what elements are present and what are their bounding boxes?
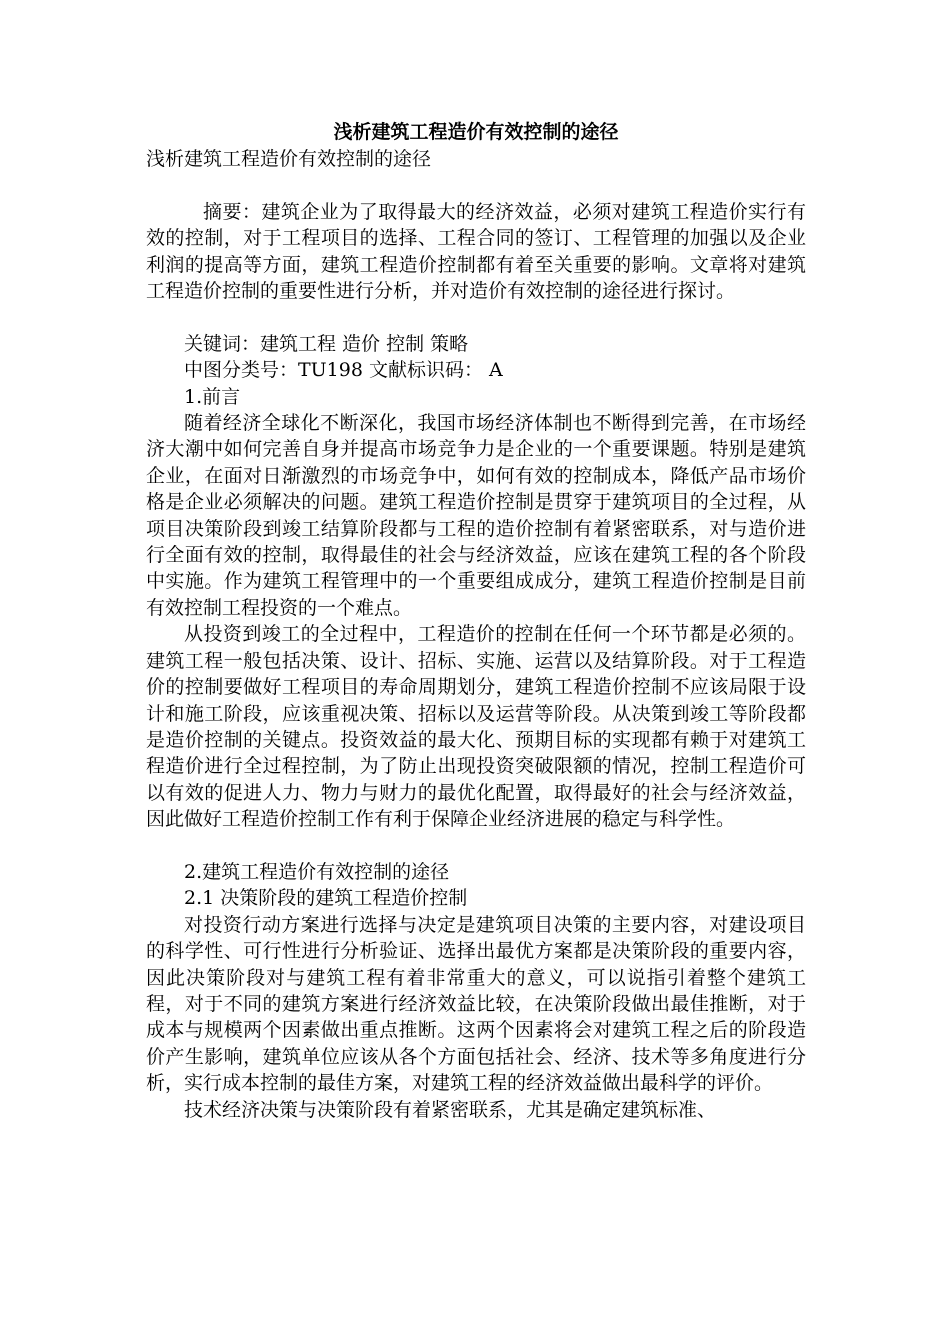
subsection-heading-2-1: 2.1 决策阶段的建筑工程造价控制 [184,887,468,910]
classification-line: 中图分类号：TU198 文献标识码： A [184,359,503,382]
intro-paragraph-1: 随着经济全球化不断深化，我国市场经济体制也不断得到完善，在市场经济大潮中如何完善自身并提高市场竞争力是企业的一个重要课题。特别是建筑企业，在面对日渐激烈的市场竞争中，如何有效的控制成本，降低产品市场价格是企业必须解决的问题。建筑工程造价控制是贯穿于建筑项目的全过程，从项目决策阶段到竣工结算阶段都与工程的造价控制有着紧密联系，对与造价进行全面有效的控制，取得最佳的社会与经济效益，应该在建筑工程的各个阶段中实施。作为建筑工程管理中的一个重要组成成分，建筑工程造价控制是目前有效控制工程投资的一个难点。 [146,412,806,619]
keywords-line: 关键词：建筑工程 造价 控制 策略 [184,332,469,355]
blank-line [146,172,806,198]
abstract-paragraph: 摘要：建筑企业为了取得最大的经济效益，必须对建筑工程造价实行有效的控制，对于工程项目的选择、工程合同的签订、工程管理的加强以及企业利润的提高等方面，建筑工程造价控制都有着至关重要的影响。文章将对建筑工程造价控制的重要性进行分析，并对造价有效控制的途径进行探讨。 [146,200,806,303]
section-heading-intro: 1.前言 [184,385,241,408]
blank-line [146,304,806,330]
section-heading-2: 2.建筑工程造价有效控制的途径 [184,860,450,883]
document-page [146,118,806,1123]
blank-line [146,833,806,859]
intro-paragraph-2: 从投资到竣工的全过程中，工程造价的控制在任何一个环节都是必须的。建筑工程一般包括决策、设计、招标、实施、运营以及结算阶段。对于工程造价的控制要做好工程项目的寿命周期划分，建筑工程造价控制不应该局限于设计和施工阶段，应该重视决策、招标以及运营等阶段。从决策到竣工等阶段都是造价控制的关键点。投资效益的最大化、预期目标的实现都有赖于对建筑工程造价进行全过程控制，为了防止出现投资突破限额的情况，控制工程造价可以有效的促进人力、物力与财力的最优化配置，取得最好的社会与经济效益，因此做好工程造价控制工作有利于保障企业经济进展的稳定与科学性。 [146,623,806,831]
decision-paragraph-1: 对投资行动方案进行选择与决定是建筑项目决策的主要内容，对建设项目的科学性、可行性进行分析验证、选择出最优方案都是决策阶段的重要内容，因此决策阶段对与建筑工程有着非常重大的意义，可以说指引着整个建筑工程，对于不同的建筑方案进行经济效益比较，在决策阶段做出最佳推断，对于成本与规模两个因素做出重点推断。这两个因素将会对建筑工程之后的阶段造价产生影响，建筑单位应该从各个方面包括社会、经济、技术等多角度进行分析，实行成本控制的最佳方案，对建筑工程的经济效益做出最科学的评价。 [146,913,806,1095]
decision-paragraph-2: 技术经济决策与决策阶段有着紧密联系，尤其是确定建筑标准、 [184,1098,717,1121]
document-title: 浅析建筑工程造价有效控制的途径 [333,121,619,143]
document-subtitle: 浅析建筑工程造价有效控制的途径 [146,148,432,170]
